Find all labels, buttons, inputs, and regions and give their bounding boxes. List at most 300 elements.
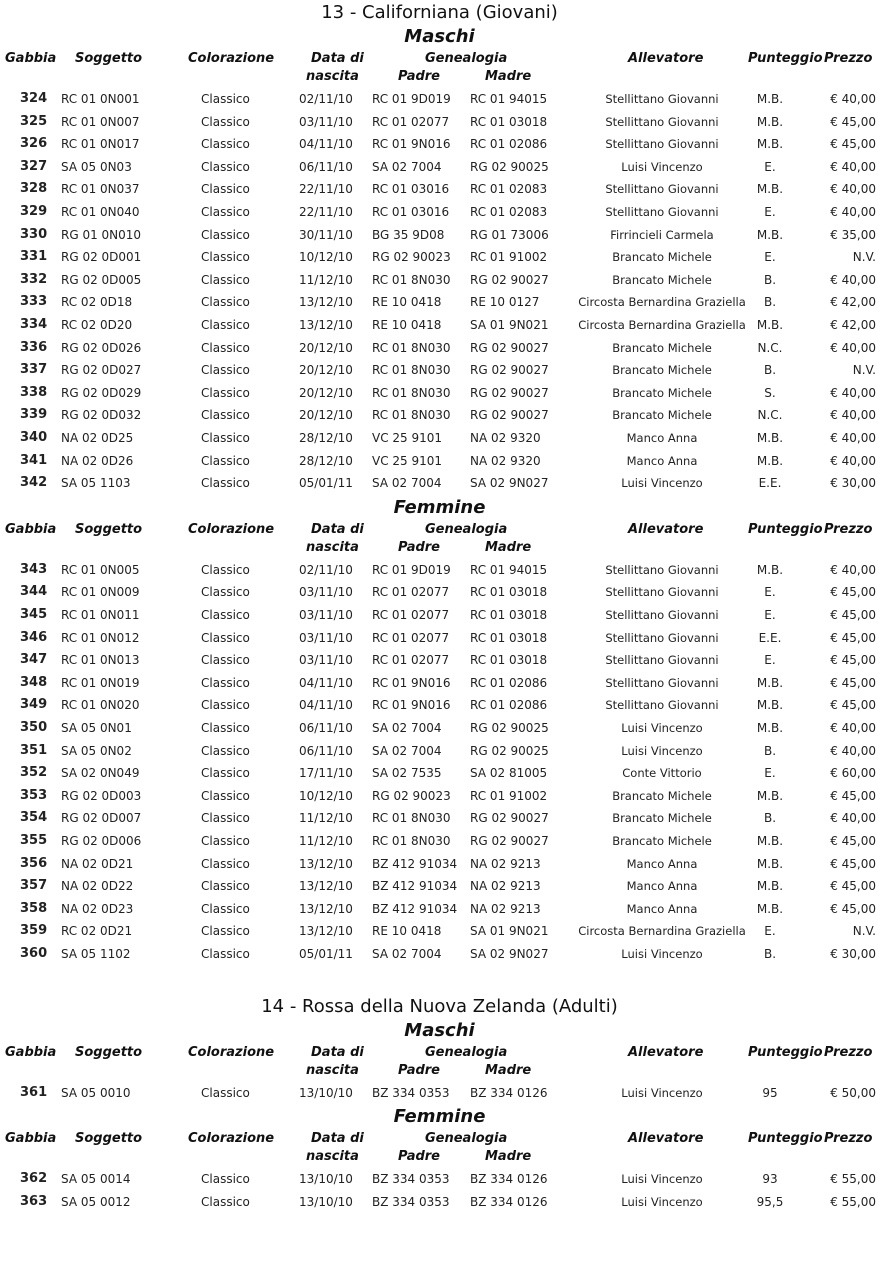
birth-date: 04/11/10 (299, 698, 353, 713)
score: M.B. (756, 137, 784, 152)
score: S. (764, 385, 776, 400)
birth-date: 11/12/10 (299, 272, 353, 287)
coloration: Classico (201, 385, 250, 400)
father-id: RC 01 9N016 (372, 137, 451, 152)
birth-date: 04/11/10 (299, 675, 353, 690)
score: M.B. (756, 453, 784, 468)
col-header-gabbia: Gabbia (5, 1044, 57, 1060)
coloration: Classico (201, 856, 250, 871)
breeder-name: Luisi Vincenzo (621, 1085, 703, 1100)
col-header-data-di: Data di (311, 1044, 364, 1060)
table-row (0, 224, 879, 246)
father-id: RC 01 03016 (372, 182, 450, 197)
score: M.B. (756, 788, 784, 803)
score: M.B. (756, 562, 784, 577)
col-header-colorazione: Colorazione (188, 51, 275, 66)
cage-number: 356 (20, 855, 48, 871)
table-row (0, 156, 879, 178)
coloration: Classico (201, 318, 250, 332)
cage-number: 325 (20, 113, 48, 129)
subject-id: RG 02 0D027 (61, 363, 142, 378)
cage-number: 359 (20, 923, 48, 939)
coloration: Classico (201, 250, 250, 265)
cage-number: 329 (20, 204, 48, 219)
subject-id: RG 02 0D026 (61, 340, 142, 355)
coloration: Classico (201, 92, 250, 106)
cage-number: 352 (20, 765, 48, 781)
col-header-allevatore: Allevatore (628, 1044, 704, 1060)
breeder-name: Brancato Michele (612, 250, 712, 265)
coloration: Classico (201, 227, 250, 242)
price: € 40,00 (830, 721, 876, 735)
table-row (0, 853, 879, 875)
price: € 40,00 (830, 205, 876, 219)
price: € 45,00 (830, 137, 876, 152)
section-title: 13 - Californiana (Giovani) (321, 2, 558, 23)
coloration: Classico (201, 743, 250, 758)
subject-id: RC 01 0N007 (61, 114, 140, 129)
coloration: Classico (201, 608, 250, 622)
father-id: SA 02 7004 (372, 721, 442, 735)
subject-id: RC 02 0D20 (61, 318, 133, 332)
mother-id: RC 01 03018 (470, 653, 548, 668)
breeder-name: Brancato Michele (612, 272, 712, 287)
mother-id: RC 01 91002 (470, 788, 548, 803)
cage-number: 360 (20, 946, 48, 961)
score: M.B. (756, 856, 784, 871)
score: M.B. (756, 227, 784, 242)
price: € 40,00 (830, 92, 876, 106)
score: E. (764, 608, 776, 622)
mother-id: RG 02 90027 (470, 385, 549, 400)
father-id: RG 02 90023 (372, 788, 451, 803)
table-row (0, 382, 879, 404)
breeder-name: Brancato Michele (612, 385, 712, 400)
price: € 40,00 (830, 272, 876, 287)
col-header-punteggio: Punteggio (748, 1131, 823, 1147)
score: M.B. (756, 721, 784, 735)
father-id: RC 01 02077 (372, 630, 450, 645)
table-row (0, 291, 879, 313)
table-row (0, 1082, 879, 1104)
subject-id: RC 01 0N005 (61, 562, 140, 577)
father-id: SA 02 7004 (372, 476, 442, 491)
coloration: Classico (201, 879, 250, 894)
col-header-punteggio: Punteggio (748, 521, 823, 537)
price: € 42,00 (830, 295, 876, 310)
breeder-name: Stellittano Giovanni (605, 698, 719, 713)
subject-id: SA 05 1103 (61, 476, 131, 491)
coloration: Classico (201, 653, 250, 668)
breeder-name: Stellittano Giovanni (605, 675, 719, 690)
cage-number: 363 (20, 1193, 48, 1209)
father-id: RC 01 9D019 (372, 92, 451, 106)
cage-number: 346 (20, 629, 48, 645)
mother-id: NA 02 9320 (470, 453, 541, 468)
birth-date: 20/12/10 (299, 408, 353, 423)
table-row (0, 404, 879, 426)
subject-id: RG 02 0D032 (61, 408, 142, 423)
col-header-colorazione: Colorazione (188, 1044, 275, 1060)
father-id: SA 02 7004 (372, 159, 442, 174)
father-id: BZ 412 91034 (372, 901, 458, 916)
birth-date: 13/10/10 (299, 1172, 353, 1187)
score: N.C. (757, 340, 783, 355)
col-header-allevatore: Allevatore (628, 51, 704, 66)
breeder-name: Luisi Vincenzo (621, 743, 703, 758)
subject-id: SA 05 0010 (61, 1085, 131, 1100)
subject-id: RC 01 0N019 (61, 675, 140, 690)
mother-id: BZ 334 0126 (470, 1085, 548, 1100)
breeder-name: Stellittano Giovanni (605, 205, 719, 219)
father-id: RC 01 8N030 (372, 834, 451, 848)
subject-id: RC 02 0D21 (61, 924, 133, 939)
mother-id: RC 01 94015 (470, 562, 548, 577)
birth-date: 13/12/10 (299, 856, 353, 871)
price: € 40,00 (830, 811, 876, 826)
cage-number: 334 (20, 317, 48, 332)
father-id: SA 02 7535 (372, 766, 442, 781)
cage-number: 344 (20, 584, 48, 600)
score: M.B. (756, 318, 784, 332)
col-header-prezzo: Prezzo (824, 1131, 873, 1147)
col-header-genealogia: Genealogia (425, 521, 508, 537)
mother-id: RG 02 90027 (470, 811, 549, 826)
mother-id: RG 02 90025 (470, 159, 549, 174)
breeder-name: Brancato Michele (612, 834, 712, 848)
father-id: RC 01 8N030 (372, 385, 451, 400)
mother-id: SA 01 9N021 (470, 924, 549, 939)
mother-id: RC 01 02086 (470, 675, 548, 690)
subject-id: RG 02 0D007 (61, 811, 142, 826)
price: € 45,00 (830, 856, 876, 871)
breeder-name: Stellittano Giovanni (605, 585, 719, 600)
price: € 40,00 (830, 562, 876, 577)
cage-number: 351 (20, 742, 48, 758)
cage-number: 338 (20, 384, 48, 400)
col-header-nascita: nascita (306, 69, 359, 84)
cage-number: 328 (20, 181, 48, 197)
score: M.B. (756, 92, 784, 106)
coloration: Classico (201, 295, 250, 310)
birth-date: 13/12/10 (299, 879, 353, 894)
score: E.E. (758, 630, 782, 645)
breeder-name: Conte Vittorio (622, 766, 702, 781)
table-row (0, 359, 879, 381)
mother-id: RG 01 73006 (470, 227, 549, 242)
cage-number: 324 (20, 91, 48, 106)
col-header-prezzo: Prezzo (824, 1044, 873, 1060)
birth-date: 06/11/10 (299, 159, 353, 174)
table-row (0, 581, 879, 603)
subject-id: RC 02 0D18 (61, 295, 133, 310)
father-id: RE 10 0418 (372, 295, 442, 310)
father-id: RC 01 8N030 (372, 363, 451, 378)
coloration: Classico (201, 562, 250, 577)
score: E. (764, 250, 776, 265)
col-header-nascita: nascita (306, 1062, 359, 1078)
table-header (0, 1128, 879, 1166)
table-row (0, 201, 879, 223)
price: € 40,00 (830, 743, 876, 758)
score: 93 (762, 1172, 778, 1187)
price: € 55,00 (830, 1194, 876, 1209)
mother-id: RC 01 94015 (470, 92, 548, 106)
price: € 40,00 (830, 408, 876, 423)
col-header-padre: Padre (398, 1062, 441, 1078)
mother-id: NA 02 9213 (470, 856, 541, 871)
table-row (0, 785, 879, 807)
coloration: Classico (201, 1194, 250, 1209)
cage-number: 332 (20, 271, 48, 287)
score: M.B. (756, 879, 784, 894)
subject-id: NA 02 0D26 (61, 453, 134, 468)
table-row (0, 604, 879, 626)
birth-date: 03/11/10 (299, 114, 353, 129)
score: B. (763, 272, 777, 287)
subject-id: RC 01 0N009 (61, 585, 140, 600)
score: B. (763, 811, 777, 826)
price: € 40,00 (830, 431, 876, 445)
cage-number: 343 (20, 561, 48, 577)
mother-id: RC 01 02083 (470, 182, 548, 197)
birth-date: 13/12/10 (299, 901, 353, 916)
table-row (0, 269, 879, 291)
subject-id: RC 01 0N020 (61, 698, 140, 713)
birth-date: 22/11/10 (299, 205, 353, 219)
col-header-colorazione: Colorazione (188, 521, 275, 537)
breeder-name: Manco Anna (626, 879, 698, 894)
col-header-nascita: nascita (306, 1149, 359, 1165)
mother-id: RG 02 90025 (470, 721, 549, 735)
breeder-name: Circosta Bernardina Graziella (578, 318, 746, 332)
table-row (0, 762, 879, 784)
cage-number: 362 (20, 1171, 48, 1187)
breeder-name: Circosta Bernardina Graziella (578, 924, 746, 939)
col-header-soggetto: Soggetto (75, 51, 143, 66)
col-header-genealogia: Genealogia (425, 1131, 508, 1147)
subject-id: RG 02 0D001 (61, 250, 142, 265)
father-id: RC 01 02077 (372, 608, 450, 622)
subject-id: RG 02 0D006 (61, 834, 142, 848)
birth-date: 13/12/10 (299, 295, 353, 310)
price: € 45,00 (830, 608, 876, 622)
birth-date: 22/11/10 (299, 182, 353, 197)
breeder-name: Manco Anna (626, 431, 698, 445)
birth-date: 03/11/10 (299, 630, 353, 645)
price: N.V. (852, 924, 876, 939)
mother-id: SA 02 9N027 (470, 476, 549, 491)
subject-id: SA 05 0014 (61, 1172, 131, 1187)
birth-date: 03/11/10 (299, 608, 353, 622)
col-header-soggetto: Soggetto (75, 1131, 143, 1147)
mother-id: RG 02 90027 (470, 408, 549, 423)
col-header-allevatore: Allevatore (628, 1131, 704, 1147)
table-row (0, 450, 879, 472)
table-row (0, 1191, 879, 1213)
cage-number: 347 (20, 652, 48, 668)
birth-date: 10/12/10 (299, 250, 353, 265)
mother-id: NA 02 9320 (470, 431, 541, 445)
col-header-allevatore: Allevatore (628, 521, 704, 537)
col-header-nascita: nascita (306, 539, 359, 555)
table-row (0, 898, 879, 920)
breeder-name: Brancato Michele (612, 408, 712, 423)
price: € 42,00 (830, 318, 876, 332)
coloration: Classico (201, 834, 250, 848)
price: € 50,00 (830, 1085, 876, 1100)
father-id: BZ 334 0353 (372, 1172, 450, 1187)
breeder-name: Brancato Michele (612, 340, 712, 355)
price: € 40,00 (830, 340, 876, 355)
group-title-femmine: Femmine (393, 496, 486, 518)
table-row (0, 1168, 879, 1190)
score: E.E. (758, 476, 782, 491)
coloration: Classico (201, 788, 250, 803)
coloration: Classico (201, 924, 250, 939)
table-row (0, 740, 879, 762)
score: E. (764, 585, 776, 600)
birth-date: 13/10/10 (299, 1085, 353, 1100)
breeder-name: Stellittano Giovanni (605, 137, 719, 152)
mother-id: RC 01 02086 (470, 698, 548, 713)
coloration: Classico (201, 182, 250, 197)
subject-id: RC 01 0N011 (61, 608, 140, 622)
father-id: RC 01 02077 (372, 585, 450, 600)
subject-id: RC 01 0N001 (61, 92, 140, 106)
subject-id: SA 05 0N03 (61, 159, 132, 174)
father-id: BZ 334 0353 (372, 1085, 450, 1100)
price: € 40,00 (830, 385, 876, 400)
mother-id: SA 01 9N021 (470, 318, 549, 332)
table-row (0, 246, 879, 268)
birth-date: 06/11/10 (299, 743, 353, 758)
coloration: Classico (201, 363, 250, 378)
coloration: Classico (201, 1085, 250, 1100)
breeder-name: Brancato Michele (612, 811, 712, 826)
coloration: Classico (201, 721, 250, 735)
table-row (0, 133, 879, 155)
father-id: RC 01 02077 (372, 653, 450, 668)
subject-id: NA 02 0D23 (61, 901, 134, 916)
breeder-name: Stellittano Giovanni (605, 562, 719, 577)
birth-date: 13/12/10 (299, 318, 353, 332)
cage-number: 348 (20, 674, 48, 690)
col-header-genealogia: Genealogia (425, 51, 508, 66)
breeder-name: Luisi Vincenzo (621, 476, 703, 491)
subject-id: RG 02 0D029 (61, 385, 142, 400)
father-id: RC 01 03016 (372, 205, 450, 219)
father-id: BZ 334 0353 (372, 1194, 450, 1209)
coloration: Classico (201, 114, 250, 129)
coloration: Classico (201, 431, 250, 445)
table-row (0, 472, 879, 494)
price: N.V. (852, 250, 876, 265)
price: € 45,00 (830, 675, 876, 690)
col-header-prezzo: Prezzo (824, 521, 873, 537)
cage-number: 339 (20, 407, 48, 423)
subject-id: NA 02 0D21 (61, 856, 134, 871)
mother-id: NA 02 9213 (470, 879, 541, 894)
col-header-madre: Madre (485, 69, 532, 84)
table-row (0, 920, 879, 942)
breeder-name: Luisi Vincenzo (621, 1172, 703, 1187)
score: M.B. (756, 675, 784, 690)
father-id: SA 02 7004 (372, 743, 442, 758)
birth-date: 02/11/10 (299, 92, 353, 106)
birth-date: 10/12/10 (299, 788, 353, 803)
mother-id: RC 01 03018 (470, 585, 548, 600)
section-title: 14 - Rossa della Nuova Zelanda (Adulti) (261, 995, 618, 1017)
breeder-name: Manco Anna (626, 901, 698, 916)
score: E. (764, 924, 776, 939)
col-header-padre: Padre (398, 539, 441, 555)
table-row (0, 314, 879, 336)
coloration: Classico (201, 901, 250, 916)
table-row (0, 337, 879, 359)
father-id: RC 01 9D019 (372, 562, 451, 577)
col-header-gabbia: Gabbia (5, 51, 57, 66)
score: E. (764, 653, 776, 668)
score: M.B. (756, 431, 784, 445)
col-header-madre: Madre (485, 1149, 532, 1165)
score: M.B. (756, 834, 784, 848)
mother-id: RG 02 90025 (470, 743, 549, 758)
col-header-padre: Padre (398, 69, 441, 84)
cage-number: 341 (20, 452, 48, 468)
subject-id: NA 02 0D25 (61, 431, 134, 445)
table-row (0, 875, 879, 897)
mother-id: RC 01 02086 (470, 137, 548, 152)
col-header-punteggio: Punteggio (748, 1044, 823, 1060)
table-row (0, 427, 879, 449)
table-row (0, 672, 879, 694)
birth-date: 13/10/10 (299, 1194, 353, 1209)
table-header (0, 48, 879, 86)
subject-id: SA 05 0N02 (61, 743, 132, 758)
score: 95,5 (756, 1194, 784, 1209)
mother-id: RG 02 90027 (470, 340, 549, 355)
price: € 55,00 (830, 1172, 876, 1187)
col-header-gabbia: Gabbia (5, 1131, 57, 1147)
father-id: BZ 412 91034 (372, 856, 458, 871)
birth-date: 03/11/10 (299, 585, 353, 600)
father-id: RC 01 8N030 (372, 408, 451, 423)
father-id: RG 02 90023 (372, 250, 451, 265)
col-header-colorazione: Colorazione (188, 1131, 275, 1147)
coloration: Classico (201, 137, 250, 152)
cage-number: 345 (20, 607, 48, 622)
cage-number: 327 (20, 158, 48, 174)
birth-date: 30/11/10 (299, 227, 353, 242)
breeder-name: Brancato Michele (612, 363, 712, 378)
score: B. (763, 295, 777, 310)
father-id: SA 02 7004 (372, 947, 442, 961)
cage-number: 342 (20, 475, 48, 491)
father-id: RC 01 8N030 (372, 811, 451, 826)
subject-id: RC 01 0N012 (61, 630, 140, 645)
score: B. (763, 743, 777, 758)
birth-date: 03/11/10 (299, 653, 353, 668)
coloration: Classico (201, 476, 250, 491)
col-header-soggetto: Soggetto (75, 1044, 143, 1060)
cage-number: 336 (20, 339, 48, 355)
father-id: RC 01 9N016 (372, 675, 451, 690)
price: € 30,00 (830, 947, 876, 961)
breeder-name: Manco Anna (626, 856, 698, 871)
score: M.B. (756, 182, 784, 197)
birth-date: 06/11/10 (299, 721, 353, 735)
